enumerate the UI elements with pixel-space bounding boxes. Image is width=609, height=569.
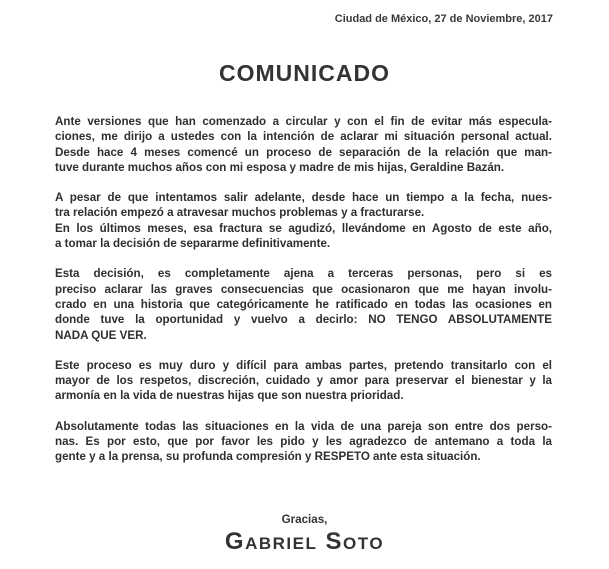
text-line: Desde hace 4 meses comencé un proceso de separación de la relación que man- — [55, 145, 552, 159]
text-line: tuve durante muchos años con mi esposa y madre de mis hijas, Geraldine Bazán. — [55, 160, 505, 174]
text-line: NADA QUE VER. — [55, 328, 147, 342]
text-line: Este proceso es muy duro y difícil para ambas partes, pretendo transitarlo con el — [55, 358, 552, 372]
text-line: En los últimos meses, esa fractura se agudizó, llevándome en Agosto de este año, — [55, 221, 552, 235]
text-line: Absolutamente todas las situaciones en la vida de una pareja son entre dos perso- — [55, 419, 552, 433]
text-line: preciso aclarar las graves consecuencias que ocasionaron que me hayan involu- — [55, 282, 552, 296]
text-line: donde tuve la oportunidad y vuelvo a decirlo: NO TENGO ABSOLUTAMENTE — [55, 313, 552, 327]
signature-name: Gabriel Soto — [224, 528, 385, 555]
text-line: nas. Es por esto, que por favor les pido y les agradezco de antemano a toda la — [55, 435, 552, 449]
paragraph-4 — [55, 358, 552, 404]
dateline: Ciudad de México, 27 de Noviembre, 2017 — [334, 13, 553, 25]
text-line: Esta decisión, es completamente ajena a terceras personas, pero si es — [55, 267, 552, 281]
text-line: ciones, me dirijo a ustedes con la intención de aclarar mi situación personal actual. — [55, 130, 552, 144]
text-line: tra relación empezó a atravesar muchos problemas y a fracturarse. — [55, 206, 425, 220]
paragraph-3 — [55, 266, 552, 342]
paragraph-1 — [55, 114, 552, 175]
text-line: A pesar de que intentamos salir adelante, desde hace un tiempo a la fecha, nues- — [55, 191, 552, 205]
document-title: COMUNICADO — [219, 60, 390, 86]
document-body — [55, 114, 552, 480]
text-line: gente y a la prensa, su profunda compresión y RESPETO ante esta situación. — [55, 450, 481, 464]
paragraph-5 — [55, 419, 552, 465]
text-line: mayor de los respetos, discreción, cuidado y amor para preservar el bienestar y la — [55, 374, 552, 388]
closing-text: Gracias, — [281, 513, 328, 526]
text-line: armonía en la vida de nuestras hijas que son nuestra prioridad. — [55, 389, 404, 403]
text-line: a tomar la decisión de separarme definitivamente. — [55, 237, 331, 251]
text-line: Ante versiones que han comenzado a circular y con el fin de evitar más especula- — [55, 115, 552, 128]
text-line: crado en una historia que categóricamente he ratificado en todas las ocasiones en — [55, 297, 552, 311]
paragraph-2 — [55, 190, 552, 251]
